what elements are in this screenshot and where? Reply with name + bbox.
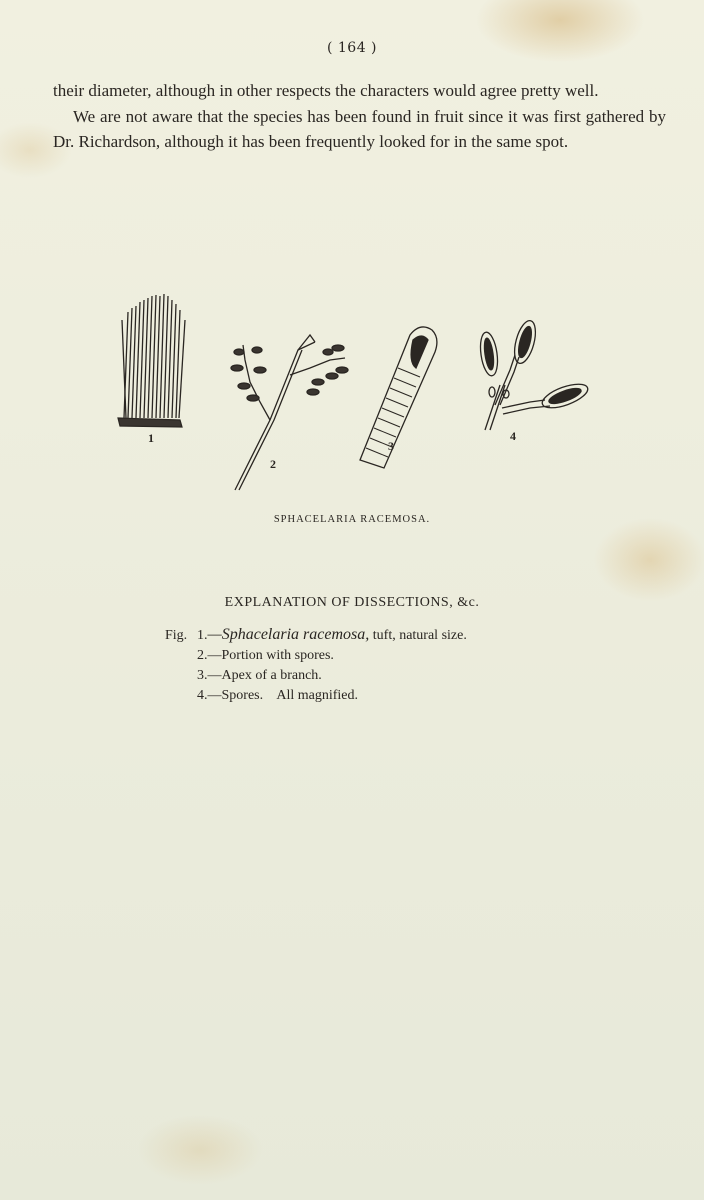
body-text — [53, 78, 666, 154]
page-number: ( 164 ) — [326, 40, 378, 56]
explanation-title: EXPLANATION OF DISSECTIONS, &c. — [224, 595, 480, 610]
paragraph-continued: their diameter, although in other respects the characters would agree pretty well. — [53, 81, 599, 100]
item-number: 2. — [197, 648, 208, 663]
figure-label-2: 2 — [270, 457, 276, 471]
item-species: —Sphacelaria racemosa, — [207, 626, 370, 643]
figure-label-3: 3 — [388, 439, 394, 453]
explanation-item — [165, 666, 467, 686]
item-number: 3. — [197, 668, 208, 683]
item-number: 1. — [197, 628, 208, 643]
item-text: —Spores. All magnified. — [207, 688, 358, 703]
paragraph: We are not aware that the species has been found in fruit since it was first gathered by Dr. Richardson, although it has been frequently looked for in the same spot. — [53, 107, 666, 151]
figure-caption: SPHACELARIA RACEMOSA. — [273, 514, 431, 525]
figure-4-spores — [478, 318, 591, 430]
explanation-item — [165, 625, 467, 646]
item-text: —Apex of a branch. — [207, 668, 322, 683]
figure-1-tuft — [118, 294, 185, 427]
item-text: —Portion with spores. — [207, 648, 334, 663]
figure-label-1: 1 — [148, 431, 154, 445]
figure-illustrations — [110, 290, 600, 500]
figure-label-4: 4 — [510, 429, 516, 443]
item-number: 4. — [197, 688, 208, 703]
fig-prefix: Fig. — [165, 628, 188, 643]
explanation-item — [165, 646, 467, 666]
figure-2-branch — [231, 335, 348, 490]
explanation-item — [165, 686, 467, 706]
explanation-list — [165, 625, 467, 706]
figure-3-apex — [360, 327, 437, 468]
item-text: tuft, natural size. — [369, 628, 467, 643]
